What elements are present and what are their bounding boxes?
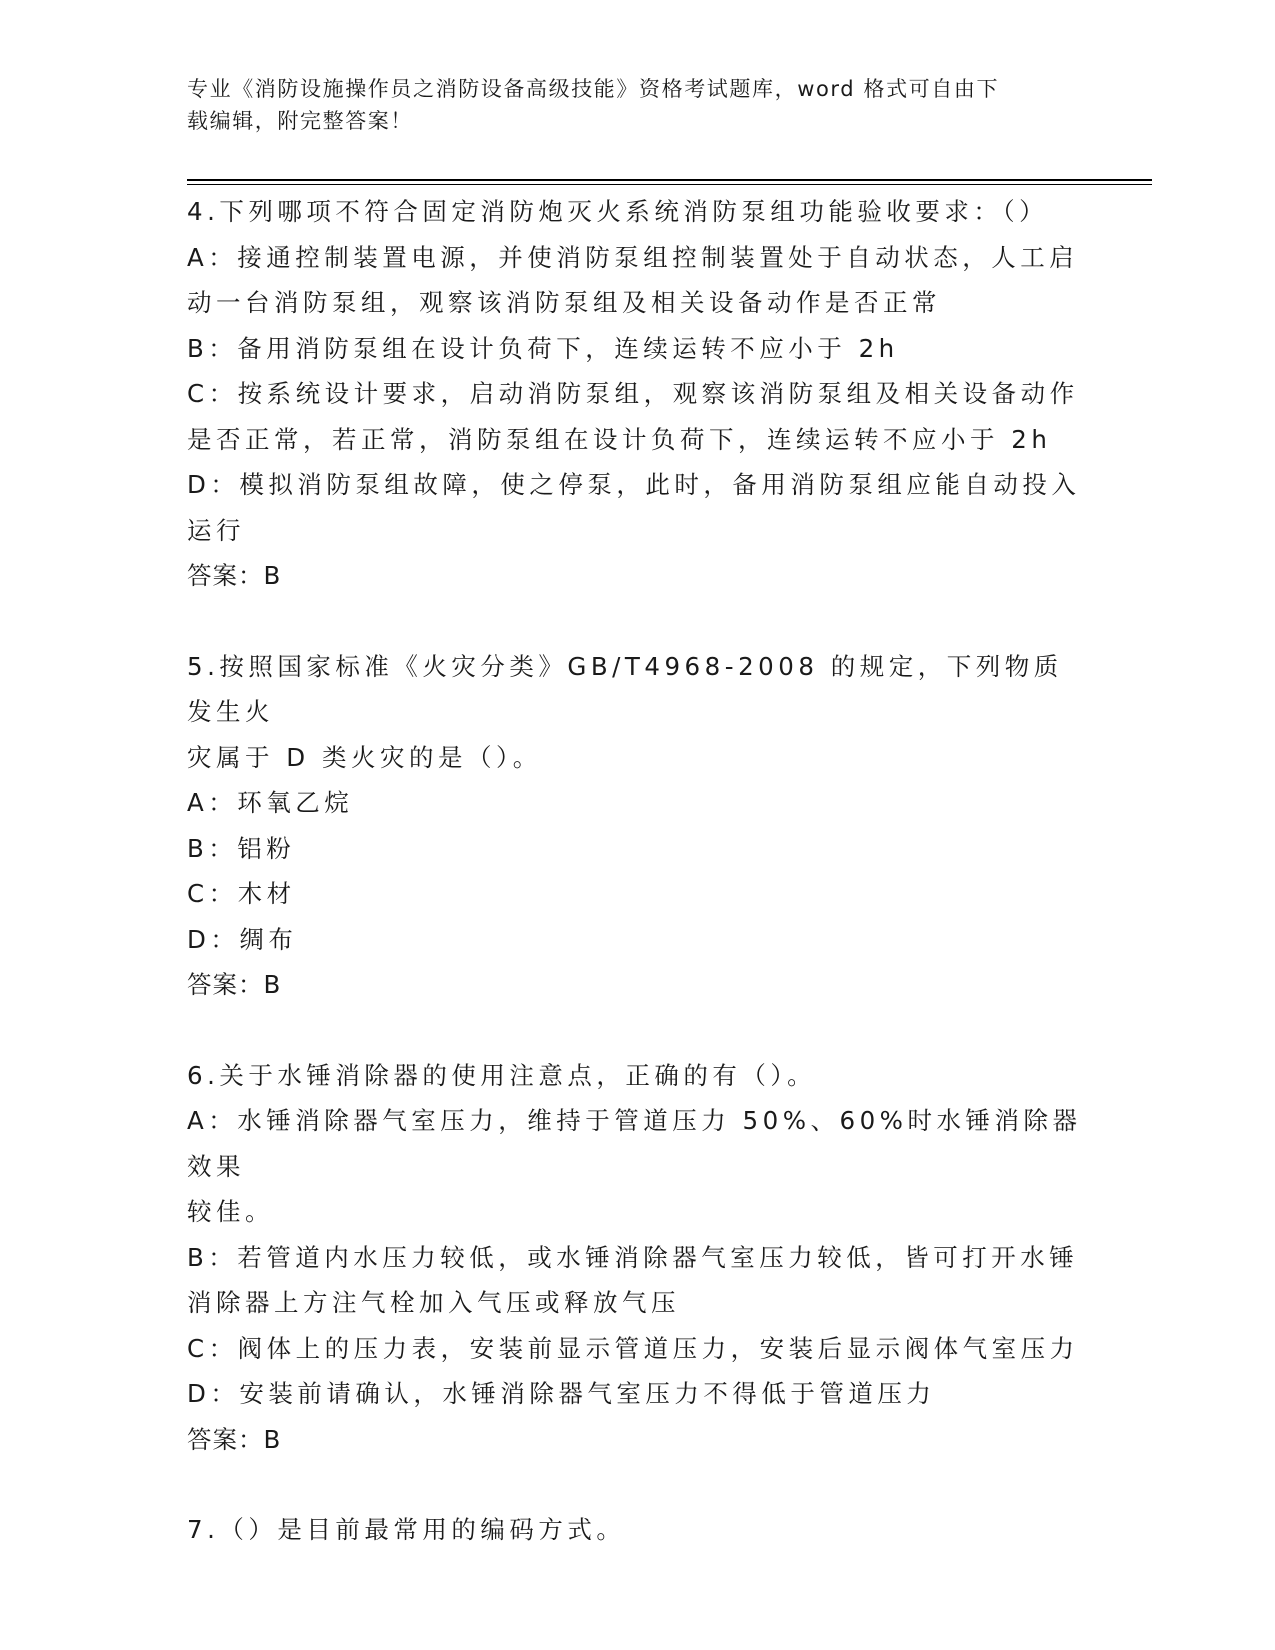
document-header	[187, 73, 1067, 137]
header-line: 专业《消防设施操作员之消防设备高级技能》资格考试题库，word 格式可自由下	[187, 77, 1000, 101]
option-text-line: C：阀体上的压力表，安装前显示管道压力，安装后显示阀体气室压力	[187, 1333, 1079, 1363]
answer-option	[187, 371, 1087, 462]
question-stem-line: 6.关于水锤消除器的使用注意点，正确的有（）。	[187, 1060, 817, 1090]
header-rule-thick	[187, 179, 1152, 181]
answer-option	[187, 1235, 1087, 1326]
option-text-line: 较佳。	[187, 1197, 274, 1226]
answer-option	[187, 917, 1087, 963]
option-text-line: 动一台消防泵组，观察该消防泵组及相关设备动作是否正常	[187, 288, 941, 317]
option-text-line: D：安装前请确认，水锤消除器气室压力不得低于管道压力	[187, 1379, 936, 1408]
answer-option	[187, 462, 1087, 553]
option-text-line: 是否正常，若正常，消防泵组在设计负荷下，连续运转不应小于 2h	[187, 424, 1052, 454]
answer-key: 答案：B	[187, 1424, 282, 1454]
question-stem-line: 5.按照国家标准《火灾分类》GB/T4968-2008 的规定，下列物质发生火	[187, 651, 1063, 726]
answer-option	[187, 326, 1087, 372]
answer-key: 答案：B	[187, 970, 282, 999]
answer-key: 答案：B	[187, 561, 282, 590]
option-text-line: C：按系统设计要求，启动消防泵组，观察该消防泵组及相关设备动作	[187, 379, 1079, 408]
answer-option	[187, 826, 1087, 872]
header-rule-thin	[187, 184, 1152, 185]
option-text-line: B：铝粉	[187, 833, 296, 863]
option-text-line: B：若管道内水压力较低，或水锤消除器气室压力较低，皆可打开水锤	[187, 1242, 1079, 1272]
answer-option	[187, 871, 1087, 917]
answer-option	[187, 780, 1087, 826]
header-line: 载编辑，附完整答案！	[187, 109, 413, 133]
answer-option	[187, 235, 1087, 326]
question-stem-line: 灾属于 D 类火灾的是（）。	[187, 742, 542, 772]
question-stem-line: 7.（）是目前最常用的编码方式。	[187, 1515, 626, 1544]
option-text-line: C：木材	[187, 879, 296, 908]
option-text-line: D：绸布	[187, 924, 298, 954]
option-text-line: 运行	[187, 515, 245, 545]
option-text-line: A：接通控制装置电源，并使消防泵组控制装置处于自动状态，人工启	[187, 242, 1079, 272]
option-text-line: 消除器上方注气栓加入气压或释放气压	[187, 1288, 680, 1317]
option-text-line: D：模拟消防泵组故障，使之停泵，此时，备用消防泵组应能自动投入	[187, 470, 1081, 499]
option-text-line: A：水锤消除器气室压力，维持于管道压力 50%、60%时水锤消除器效果	[187, 1106, 1082, 1181]
answer-option	[187, 1371, 1087, 1417]
answer-option	[187, 1326, 1087, 1372]
question-list	[187, 189, 1087, 1598]
question-block	[187, 189, 1087, 599]
question-block	[187, 644, 1087, 1008]
question-stem-line: 4.下列哪项不符合固定消防炮灭火系统消防泵组功能验收要求：（）	[187, 197, 1049, 226]
option-text-line: A：环氧乙烷	[187, 788, 354, 817]
answer-option	[187, 1098, 1087, 1235]
question-block	[187, 1053, 1087, 1463]
option-text-line: B：备用消防泵组在设计负荷下，连续运转不应小于 2h	[187, 333, 899, 363]
question-block	[187, 1507, 1087, 1553]
